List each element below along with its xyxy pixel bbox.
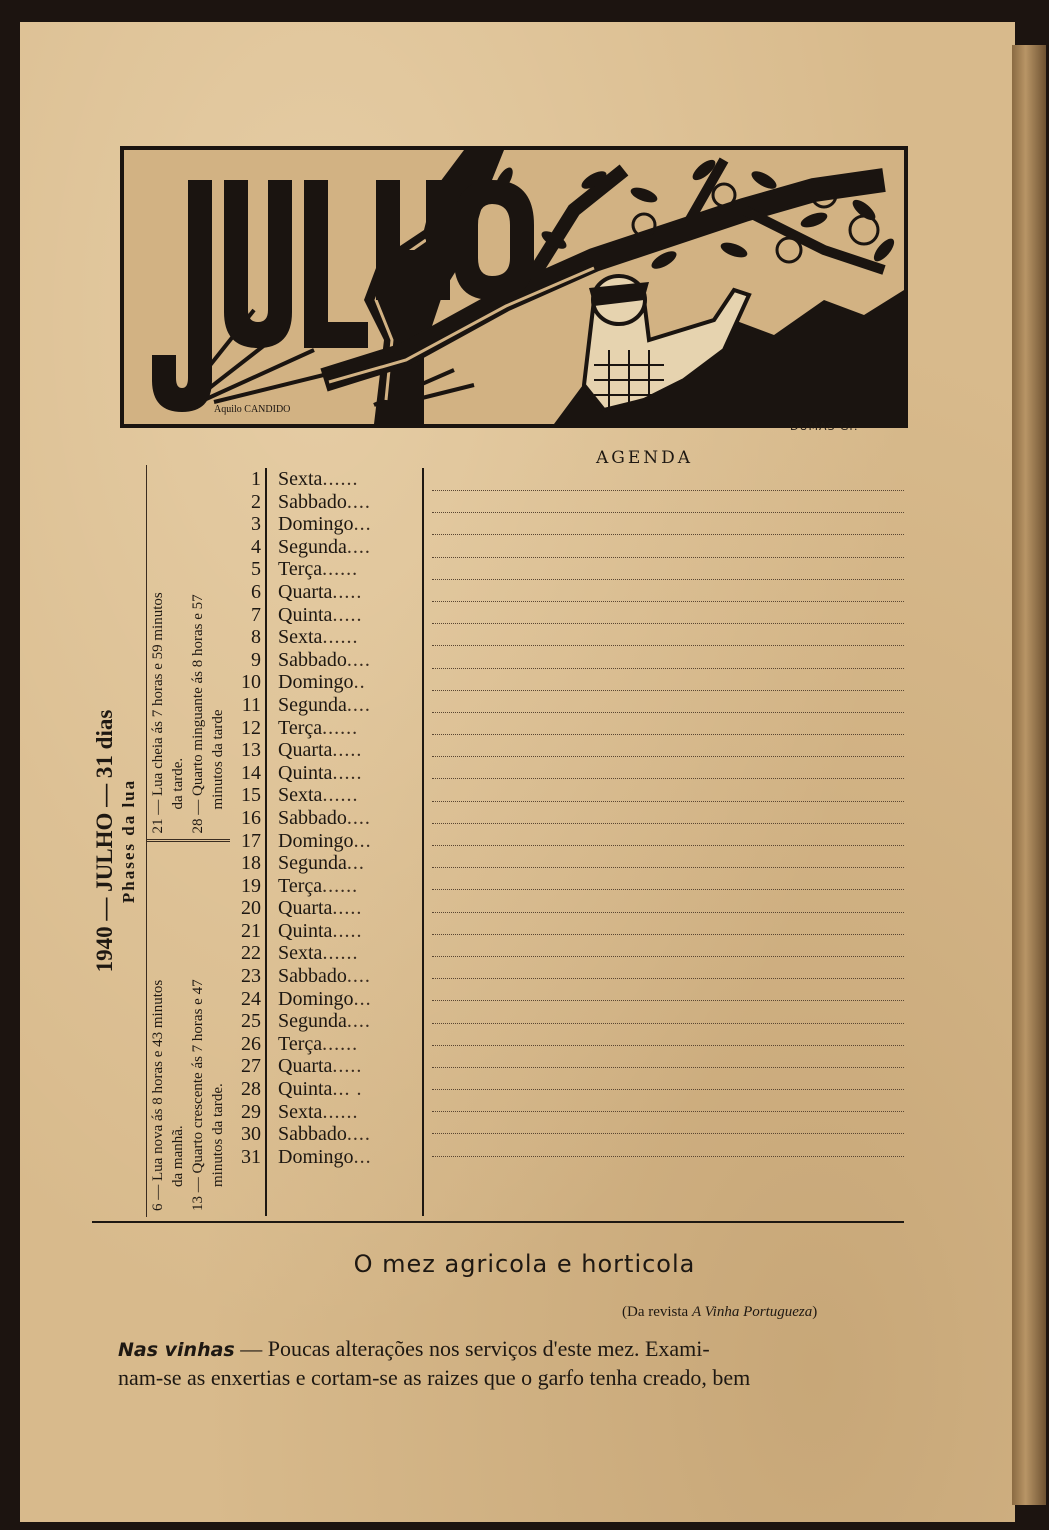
article-line-1-text: — Poucas alterações nos serviços d'este mez. Exami-	[234, 1336, 710, 1361]
agenda-entry-line	[432, 623, 904, 624]
day-number: 31	[241, 1145, 261, 1168]
phases-column-left	[147, 843, 230, 1218]
agenda-entry-line	[432, 1089, 904, 1090]
day-number: 14	[241, 761, 261, 784]
day-number: 15	[241, 784, 261, 807]
source-name: A Vinha Portugueza	[691, 1304, 813, 1320]
leader-dots: .....	[332, 603, 363, 626]
leader-dots: .....	[332, 739, 363, 762]
weekday-label: Segunda	[278, 693, 347, 716]
weekday-label: Sexta	[278, 942, 323, 965]
phase-last-quarter-cont: minutos da tarde	[210, 709, 226, 810]
day-number: 3	[251, 513, 261, 536]
leader-dots: ...	[346, 852, 365, 875]
weekday-label: Terça	[278, 558, 323, 581]
agenda-entry-line	[432, 534, 904, 535]
day-number: 11	[241, 693, 261, 716]
divider-days-right	[422, 468, 424, 1216]
day-number: 22	[241, 942, 261, 965]
weekday-label: Sabbado	[278, 806, 347, 829]
agenda-lines	[432, 490, 904, 1178]
article-line-2: nam-se as enxertias e cortam-se as raizes que o garfo tenha creado, bem	[118, 1365, 751, 1390]
day-number: 9	[251, 648, 261, 671]
calendar-title: 1940 — JULHO — 31 dias	[92, 709, 117, 973]
leader-dots: ....	[346, 490, 371, 513]
agenda-entry-line	[432, 867, 904, 868]
day-name	[278, 739, 362, 762]
weekday-label: Quarta	[278, 1055, 333, 1078]
day-name	[278, 897, 362, 920]
day-number: 2	[251, 490, 261, 513]
day-number: 20	[241, 897, 261, 920]
agenda-entry-line	[432, 734, 904, 735]
day-name	[278, 1033, 358, 1056]
phase-last-quarter: 28 — Quarto minguante ás 8 horas e 57	[190, 594, 206, 834]
weekday-label: Terça	[278, 716, 323, 739]
agenda-entry-line	[432, 690, 904, 691]
day-name	[278, 965, 371, 988]
phases-heading: Phases da lua	[119, 778, 138, 904]
weekday-label: Segunda	[278, 535, 347, 558]
day-name	[278, 1146, 372, 1169]
leader-dots: ... .	[332, 1078, 363, 1101]
day-number: 12	[241, 716, 261, 739]
day-number: 17	[241, 829, 261, 852]
phase-new-moon: 6 — Lua nova ás 8 horas e 43 minutos	[150, 979, 166, 1211]
day-number: 1	[251, 468, 261, 490]
day-name	[278, 784, 358, 807]
day-name	[278, 468, 358, 491]
day-number: 19	[241, 874, 261, 897]
leader-dots: ....	[346, 648, 371, 671]
source-prefix: (Da revista	[622, 1304, 689, 1320]
agenda-entry-line	[432, 956, 904, 957]
engraver-signature: DUMAS Gr.	[790, 420, 859, 433]
agenda-entry-line	[432, 512, 904, 513]
weekday-label: Sexta	[278, 1100, 323, 1123]
agenda-entry-line	[432, 1111, 904, 1112]
day-number: 21	[241, 919, 261, 942]
day-name	[278, 671, 366, 694]
agenda-entry-line	[432, 1133, 904, 1134]
agenda-entry-line	[432, 912, 904, 913]
weekday-label: Quinta	[278, 603, 333, 626]
weekday-label: Sabbado	[278, 965, 347, 988]
article-line-1	[118, 1335, 904, 1364]
phases-column-right	[147, 465, 230, 843]
weekday-label: Segunda	[278, 1010, 347, 1033]
leader-dots: ......	[322, 1032, 359, 1055]
day-name	[278, 558, 358, 581]
calendar-side-block	[90, 465, 226, 1217]
leader-dots: ....	[346, 535, 371, 558]
leader-dots: ......	[322, 716, 359, 739]
divider-days-left	[265, 468, 267, 1216]
leader-dots: .....	[332, 580, 363, 603]
day-number: 6	[251, 580, 261, 603]
day-name	[278, 491, 371, 514]
source-suffix: )	[812, 1304, 818, 1320]
agenda-title: AGENDA	[596, 448, 694, 468]
day-number: 16	[241, 806, 261, 829]
day-name	[278, 626, 358, 649]
weekday-label: Domingo	[278, 513, 354, 536]
agenda-entry-line	[432, 1023, 904, 1024]
day-number: 8	[251, 626, 261, 649]
phase-new-moon-cont: da manhã.	[170, 1125, 186, 1187]
weekday-label: Segunda	[278, 852, 347, 875]
leader-dots: ....	[346, 965, 371, 988]
agenda-entry-line	[432, 579, 904, 580]
day-number: 4	[251, 535, 261, 558]
day-number: 29	[241, 1100, 261, 1123]
day-name	[278, 513, 372, 536]
leader-dots: .....	[332, 761, 363, 784]
day-name	[278, 1078, 362, 1101]
phase-full-moon: 21 — Lua cheia ás 7 horas e 59 minutos	[150, 592, 166, 834]
weekday-label: Quinta	[278, 1078, 333, 1101]
day-number: 5	[251, 558, 261, 581]
day-name	[278, 694, 371, 717]
day-name	[278, 807, 371, 830]
day-number: 10	[241, 671, 261, 694]
article-title: O mez agricola e horticola	[353, 1250, 696, 1278]
day-name	[278, 875, 358, 898]
day-name	[278, 604, 362, 627]
leader-dots: .....	[332, 897, 363, 920]
page-edge	[1012, 45, 1046, 1505]
weekday-label: Quarta	[278, 580, 333, 603]
weekday-label: Sexta	[278, 626, 323, 649]
day-name	[278, 1010, 371, 1033]
agenda-entry-line	[432, 601, 904, 602]
agenda-entry-line	[432, 823, 904, 824]
weekday-label: Quarta	[278, 739, 333, 762]
article-source	[622, 1304, 817, 1321]
weekday-label: Sexta	[278, 784, 323, 807]
agenda-entry-line	[432, 645, 904, 646]
leader-dots: .....	[332, 1055, 363, 1078]
weekday-label: Sabbado	[278, 1123, 347, 1146]
leader-dots: ......	[322, 558, 359, 581]
article-body	[118, 1335, 904, 1391]
leader-dots: ....	[346, 806, 371, 829]
weekday-label: Sexta	[278, 468, 323, 490]
agenda-entry-line	[432, 490, 904, 491]
leader-dots: ......	[322, 626, 359, 649]
agenda-entry-line	[432, 934, 904, 935]
agenda-entry-line	[432, 1067, 904, 1068]
weekday-label: Sabbado	[278, 490, 347, 513]
section-rule	[92, 1221, 904, 1223]
leader-dots: ....	[346, 1010, 371, 1033]
day-number: 23	[241, 965, 261, 988]
day-number: 24	[241, 987, 261, 1010]
weekday-label: Domingo	[278, 1145, 354, 1168]
weekday-label: Domingo	[278, 671, 354, 694]
day-number: 30	[241, 1123, 261, 1146]
weekday-label: Terça	[278, 1032, 323, 1055]
agenda-entry-line	[432, 712, 904, 713]
agenda-entry-line	[432, 889, 904, 890]
day-name	[278, 762, 362, 785]
agenda-entry-line	[432, 778, 904, 779]
agenda-entry-line	[432, 845, 904, 846]
leader-dots: .....	[332, 919, 363, 942]
day-number: 25	[241, 1010, 261, 1033]
day-name	[278, 1123, 371, 1146]
leader-dots: ...	[353, 1145, 372, 1168]
agenda-entry-line	[432, 756, 904, 757]
weekday-label: Quinta	[278, 761, 333, 784]
agenda-entry-line	[432, 557, 904, 558]
phase-first-quarter-cont: minutos da tarde.	[210, 1083, 226, 1187]
article-lead: Nas vinhas	[118, 1339, 235, 1361]
leader-dots: ....	[346, 693, 371, 716]
day-name	[278, 852, 365, 875]
day-name	[278, 988, 372, 1011]
day-number: 27	[241, 1055, 261, 1078]
day-number: 7	[251, 603, 261, 626]
leader-dots: ..	[353, 671, 366, 694]
day-name	[278, 581, 362, 604]
leader-dots: ......	[322, 874, 359, 897]
phase-full-moon-cont: da tarde.	[170, 757, 186, 810]
day-name	[278, 830, 372, 853]
moon-phases	[146, 465, 230, 1217]
day-name	[278, 536, 371, 559]
agenda-entry-line	[432, 1156, 904, 1157]
day-number: 18	[241, 852, 261, 875]
leader-dots: ...	[353, 829, 372, 852]
day-name	[278, 1055, 362, 1078]
day-number: 28	[241, 1078, 261, 1101]
leader-dots: ...	[353, 987, 372, 1010]
leader-dots: ...	[353, 513, 372, 536]
day-name	[278, 649, 371, 672]
leader-dots: ....	[346, 1123, 371, 1146]
day-name	[278, 1101, 358, 1124]
weekday-label: Quarta	[278, 897, 333, 920]
weekday-label: Sabbado	[278, 648, 347, 671]
agenda-entry-line	[432, 801, 904, 802]
day-number: 26	[241, 1032, 261, 1055]
day-number: 13	[241, 739, 261, 762]
header-illustration	[120, 146, 908, 428]
leader-dots: ......	[322, 942, 359, 965]
leader-dots: ......	[322, 468, 359, 490]
day-name	[278, 717, 358, 740]
phase-first-quarter: 13 — Quarto crescente ás 7 horas e 47	[190, 979, 206, 1211]
agenda-entry-line	[432, 1000, 904, 1001]
weekday-label: Domingo	[278, 987, 354, 1010]
leader-dots: ......	[322, 784, 359, 807]
leader-dots: ......	[322, 1100, 359, 1123]
day-name	[278, 942, 358, 965]
illustrator-signature: Aquilo CANDIDO	[214, 404, 291, 415]
agenda-entry-line	[432, 668, 904, 669]
day-name	[278, 920, 362, 943]
agenda-entry-line	[432, 1045, 904, 1046]
agenda-entry-line	[432, 978, 904, 979]
weekday-label: Domingo	[278, 829, 354, 852]
illustration-svg	[124, 150, 904, 424]
weekday-label: Terça	[278, 874, 323, 897]
weekday-label: Quinta	[278, 919, 333, 942]
